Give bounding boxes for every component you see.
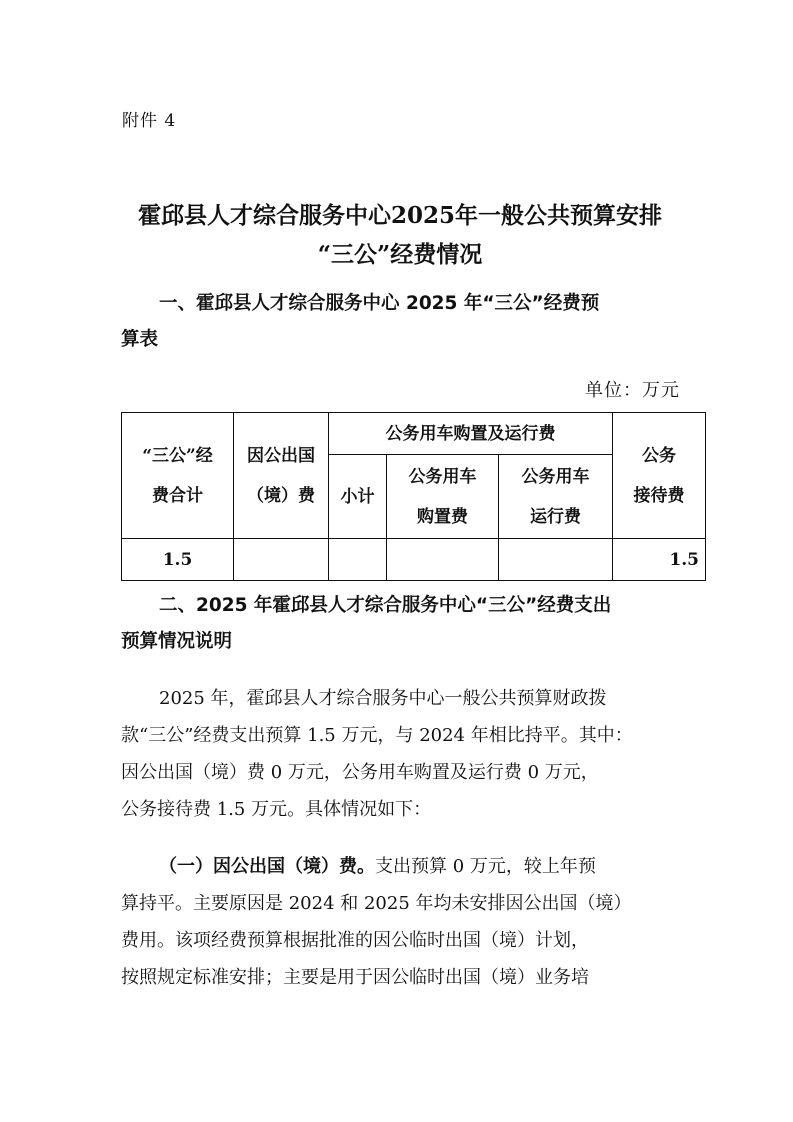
paragraph-overview — [121, 680, 681, 828]
cell-reception: 1.5 — [613, 539, 706, 581]
paragraph-line — [121, 848, 681, 885]
unit-label: 单位：万元 — [585, 380, 680, 401]
header-vehicle-group: 公务用车购置及运行费 — [329, 413, 613, 455]
header-abroad: 因公出国 （境）费 — [234, 413, 329, 539]
table-row — [122, 539, 706, 581]
header-vehicle-purchase: 公务用车 购置费 — [387, 455, 499, 539]
cell-subtotal — [329, 539, 387, 581]
cell-vehicle-operation — [499, 539, 613, 581]
cell-total: 1.5 — [122, 539, 234, 581]
document-title-line2: “三公”经费情况 — [317, 241, 483, 268]
paragraph-line: 按照规定标准安排；主要是用于因公临时出国（境）业务培 — [121, 967, 589, 988]
section2-heading — [121, 588, 681, 660]
paragraph-line: 算持平。主要原因是 2024 和 2025 年均未安排因公出国（境） — [121, 893, 632, 914]
paragraph-line: 因公出国（境）费 0 万元，公务用车购置及运行费 0 万元， — [121, 762, 599, 783]
paragraph-line: 款“三公”经费支出预算 1.5 万元，与 2024 年相比持平。其中： — [121, 725, 633, 746]
paragraph-text: 支出预算 0 万元，较上年预 — [375, 856, 596, 877]
document-title-line1: 霍邱县人才综合服务中心2025年一般公共预算安排 — [137, 202, 662, 229]
header-reception: 公务 接待费 — [613, 413, 706, 539]
paragraph-line: 公务接待费 1.5 万元。具体情况如下： — [121, 799, 432, 820]
subsection-heading: （一）因公出国（境）费。 — [159, 856, 375, 877]
paragraph-abroad — [121, 848, 681, 996]
cell-abroad — [234, 539, 329, 581]
table-header-row — [122, 413, 706, 455]
section2-heading-line2: 预算情况说明 — [121, 631, 233, 652]
section1-heading-line1: 一、霍邱县人才综合服务中心 2025 年“三公”经费预 — [159, 293, 600, 314]
attachment-label: 附件 4 — [122, 111, 177, 131]
cell-vehicle-purchase — [387, 539, 499, 581]
header-subtotal: 小计 — [329, 455, 387, 539]
budget-table — [121, 412, 706, 581]
header-vehicle-operation: 公务用车 运行费 — [499, 455, 613, 539]
section2-heading-line1: 二、2025 年霍邱县人才综合服务中心“三公”经费支出 — [159, 595, 612, 616]
paragraph-line: 2025 年，霍邱县人才综合服务中心一般公共预算财政拨 — [159, 688, 607, 709]
section1-heading-line2: 算表 — [121, 329, 159, 350]
header-total: “三公”经 费合计 — [122, 413, 234, 539]
paragraph-line: 费用。该项经费预算根据批准的因公临时出国（境）计划， — [121, 930, 589, 951]
section1-heading — [121, 286, 681, 358]
